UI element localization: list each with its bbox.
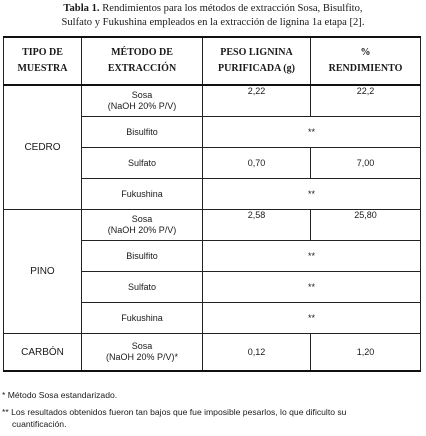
method-cell: Bisulfito xyxy=(82,241,203,272)
yield-cell: 1,20 xyxy=(311,334,421,372)
footnote-line1: Los resultados obtenidos fueron tan bajos que fue imposible pesarlos, lo que dificulto su xyxy=(11,407,347,417)
method-cell: Sulfato xyxy=(82,272,203,303)
sample-type-cell: PINO xyxy=(4,210,82,334)
table-caption xyxy=(0,2,426,30)
footnote-standardized: * Método Sosa estandarizado. xyxy=(2,390,118,400)
method-cell: Fukushina xyxy=(82,179,203,210)
not-measured-cell: ** xyxy=(203,117,421,148)
weight-cell: 2,58 xyxy=(203,210,311,241)
method-cell: Sulfato xyxy=(82,148,203,179)
footnote-not-measurable xyxy=(2,406,426,430)
results-table xyxy=(3,36,421,372)
not-measured-cell: ** xyxy=(203,303,421,334)
table-row xyxy=(4,210,421,241)
weight-cell: 2,22 xyxy=(203,85,311,117)
header-sample-type: TIPO DE MUESTRA xyxy=(4,37,82,85)
not-measured-cell: ** xyxy=(203,272,421,303)
method-cell: Fukushina xyxy=(82,303,203,334)
sample-type-cell: CARBÓN xyxy=(4,334,82,372)
weight-cell: 0,12 xyxy=(203,334,311,372)
method-cell: Sosa (NaOH 20% P/V) xyxy=(82,210,203,241)
weight-cell: 0,70 xyxy=(203,148,311,179)
not-measured-cell: ** xyxy=(203,179,421,210)
method-cell: Bisulfito xyxy=(82,117,203,148)
table-row xyxy=(4,334,421,372)
caption-label: Tabla 1. xyxy=(63,3,100,14)
header-row xyxy=(4,37,421,85)
not-measured-cell: ** xyxy=(203,241,421,272)
sample-type-cell: CEDRO xyxy=(4,85,82,210)
method-cell: Sosa (NaOH 20% P/V) xyxy=(82,85,203,117)
footnote-mark: ** xyxy=(2,407,9,417)
header-method: MÉTODO DE EXTRACCIÓN xyxy=(82,37,203,85)
footnote-line2: cuantificación. xyxy=(12,419,67,429)
caption-line1: Rendimientos para los métodos de extracción Sosa, Bisulfito, xyxy=(102,3,363,14)
caption-line2: Sulfato y Fukushina empleados en la extracción de lignina 1a etapa [2]. xyxy=(61,17,365,28)
yield-cell: 25,80 xyxy=(311,210,421,241)
header-yield: % RENDIMIENTO xyxy=(311,37,421,85)
header-weight: PESO LIGNINA PURIFICADA (g) xyxy=(203,37,311,85)
yield-cell: 7,00 xyxy=(311,148,421,179)
yield-cell: 22,2 xyxy=(311,85,421,117)
table-row xyxy=(4,85,421,117)
method-cell: Sosa (NaOH 20% P/V)* xyxy=(82,334,203,372)
